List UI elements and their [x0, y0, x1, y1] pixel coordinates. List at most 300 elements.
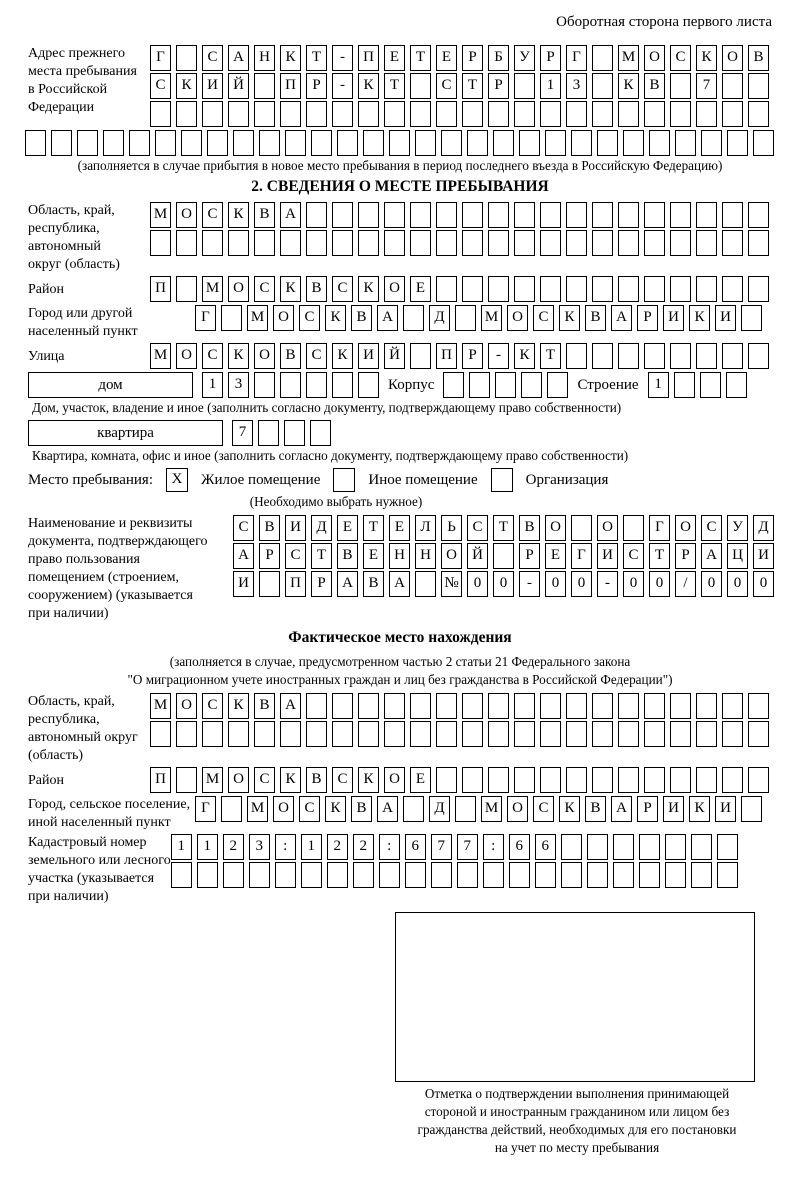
- char-box[interactable]: [410, 343, 431, 369]
- char-box[interactable]: М: [202, 767, 223, 793]
- char-box[interactable]: :: [483, 834, 504, 860]
- char-box[interactable]: 6: [405, 834, 426, 860]
- char-box[interactable]: [488, 230, 509, 256]
- char-box[interactable]: [259, 571, 280, 597]
- char-box[interactable]: [462, 693, 483, 719]
- char-box[interactable]: М: [150, 693, 171, 719]
- char-box[interactable]: М: [150, 343, 171, 369]
- char-box[interactable]: [696, 230, 717, 256]
- char-box[interactable]: 6: [509, 834, 530, 860]
- char-box[interactable]: С: [150, 73, 171, 99]
- char-box[interactable]: [696, 343, 717, 369]
- char-box[interactable]: [592, 230, 613, 256]
- char-box[interactable]: [443, 372, 464, 398]
- char-box[interactable]: [254, 73, 275, 99]
- char-box[interactable]: К: [228, 202, 249, 228]
- char-box[interactable]: [436, 721, 457, 747]
- char-box[interactable]: [696, 276, 717, 302]
- char-box[interactable]: В: [254, 693, 275, 719]
- char-box[interactable]: Г: [195, 796, 216, 822]
- char-box[interactable]: Н: [254, 45, 275, 71]
- char-box[interactable]: [726, 372, 747, 398]
- char-box[interactable]: [566, 767, 587, 793]
- char-box[interactable]: И: [663, 305, 684, 331]
- char-box[interactable]: М: [481, 796, 502, 822]
- char-box[interactable]: [674, 372, 695, 398]
- char-box[interactable]: В: [254, 202, 275, 228]
- char-box[interactable]: [488, 202, 509, 228]
- char-box[interactable]: [566, 721, 587, 747]
- char-box[interactable]: [644, 721, 665, 747]
- char-box[interactable]: Д: [429, 305, 450, 331]
- char-box[interactable]: А: [280, 693, 301, 719]
- char-box[interactable]: Н: [415, 543, 436, 569]
- char-box[interactable]: [384, 230, 405, 256]
- char-box[interactable]: Р: [637, 305, 658, 331]
- char-box[interactable]: 2: [327, 834, 348, 860]
- char-box[interactable]: В: [585, 305, 606, 331]
- char-box[interactable]: [171, 862, 192, 888]
- char-box[interactable]: [644, 343, 665, 369]
- char-box[interactable]: В: [644, 73, 665, 99]
- char-box[interactable]: В: [306, 276, 327, 302]
- char-box[interactable]: М: [202, 276, 223, 302]
- char-box[interactable]: [644, 276, 665, 302]
- char-box[interactable]: [410, 230, 431, 256]
- char-box[interactable]: О: [722, 45, 743, 71]
- char-box[interactable]: [566, 343, 587, 369]
- char-box[interactable]: [493, 543, 514, 569]
- char-box[interactable]: С: [332, 767, 353, 793]
- char-box[interactable]: [514, 693, 535, 719]
- char-box[interactable]: К: [559, 796, 580, 822]
- char-box[interactable]: Р: [540, 45, 561, 71]
- char-box[interactable]: М: [481, 305, 502, 331]
- char-box[interactable]: [722, 73, 743, 99]
- char-box[interactable]: [722, 343, 743, 369]
- char-box[interactable]: [696, 721, 717, 747]
- char-box[interactable]: [722, 767, 743, 793]
- char-box[interactable]: С: [299, 796, 320, 822]
- char-box[interactable]: [592, 45, 613, 71]
- char-box[interactable]: [254, 101, 275, 127]
- char-box[interactable]: В: [280, 343, 301, 369]
- char-box[interactable]: [176, 767, 197, 793]
- char-box[interactable]: Е: [363, 543, 384, 569]
- char-box[interactable]: [665, 862, 686, 888]
- char-box[interactable]: И: [715, 796, 736, 822]
- char-box[interactable]: У: [514, 45, 535, 71]
- char-box[interactable]: [332, 721, 353, 747]
- char-box[interactable]: [431, 862, 452, 888]
- apartment-type-box[interactable]: [28, 420, 223, 446]
- char-box[interactable]: Е: [384, 45, 405, 71]
- char-box[interactable]: О: [228, 276, 249, 302]
- char-box[interactable]: [403, 796, 424, 822]
- char-box[interactable]: [306, 693, 327, 719]
- char-box[interactable]: О: [254, 343, 275, 369]
- char-box[interactable]: А: [701, 543, 722, 569]
- char-box[interactable]: [545, 130, 566, 156]
- char-box[interactable]: 2: [353, 834, 374, 860]
- char-box[interactable]: [441, 130, 462, 156]
- char-box[interactable]: Р: [259, 543, 280, 569]
- char-box[interactable]: Г: [571, 543, 592, 569]
- char-box[interactable]: [280, 721, 301, 747]
- char-box[interactable]: [221, 796, 242, 822]
- char-box[interactable]: [207, 130, 228, 156]
- char-box[interactable]: Р: [488, 73, 509, 99]
- char-box[interactable]: С: [533, 796, 554, 822]
- char-box[interactable]: [521, 372, 542, 398]
- char-box[interactable]: П: [358, 45, 379, 71]
- char-box[interactable]: И: [202, 73, 223, 99]
- char-box[interactable]: [691, 862, 712, 888]
- char-box[interactable]: [258, 420, 279, 446]
- char-box[interactable]: [696, 202, 717, 228]
- char-box[interactable]: [415, 130, 436, 156]
- char-box[interactable]: [741, 305, 762, 331]
- char-box[interactable]: [221, 305, 242, 331]
- char-box[interactable]: [332, 693, 353, 719]
- char-box[interactable]: [311, 130, 332, 156]
- char-box[interactable]: [306, 230, 327, 256]
- char-box[interactable]: [592, 343, 613, 369]
- char-box[interactable]: [405, 862, 426, 888]
- char-box[interactable]: [358, 693, 379, 719]
- char-box[interactable]: Е: [410, 276, 431, 302]
- char-box[interactable]: К: [228, 343, 249, 369]
- char-box[interactable]: [592, 73, 613, 99]
- char-box[interactable]: [670, 721, 691, 747]
- char-box[interactable]: [155, 130, 176, 156]
- char-box[interactable]: Р: [675, 543, 696, 569]
- char-box[interactable]: О: [228, 767, 249, 793]
- char-box[interactable]: [670, 73, 691, 99]
- char-box[interactable]: [644, 693, 665, 719]
- char-box[interactable]: [748, 101, 769, 127]
- char-box[interactable]: Е: [545, 543, 566, 569]
- char-box[interactable]: А: [228, 45, 249, 71]
- char-box[interactable]: [540, 202, 561, 228]
- char-box[interactable]: К: [358, 276, 379, 302]
- char-box[interactable]: [436, 767, 457, 793]
- char-box[interactable]: [700, 372, 721, 398]
- char-box[interactable]: [280, 372, 301, 398]
- char-box[interactable]: [280, 230, 301, 256]
- char-box[interactable]: 3: [228, 372, 249, 398]
- char-box[interactable]: [493, 130, 514, 156]
- char-box[interactable]: М: [618, 45, 639, 71]
- char-box[interactable]: [540, 276, 561, 302]
- char-box[interactable]: О: [273, 796, 294, 822]
- char-box[interactable]: С: [254, 276, 275, 302]
- char-box[interactable]: [691, 834, 712, 860]
- char-box[interactable]: Д: [429, 796, 450, 822]
- char-box[interactable]: 0: [753, 571, 774, 597]
- char-box[interactable]: [587, 862, 608, 888]
- char-box[interactable]: 0: [701, 571, 722, 597]
- char-box[interactable]: В: [259, 515, 280, 541]
- char-box[interactable]: [741, 796, 762, 822]
- char-box[interactable]: [592, 276, 613, 302]
- char-box[interactable]: 0: [467, 571, 488, 597]
- char-box[interactable]: С: [467, 515, 488, 541]
- char-box[interactable]: Т: [311, 543, 332, 569]
- char-box[interactable]: [748, 73, 769, 99]
- char-box[interactable]: Н: [389, 543, 410, 569]
- char-box[interactable]: [337, 130, 358, 156]
- char-box[interactable]: Г: [150, 45, 171, 71]
- char-box[interactable]: О: [545, 515, 566, 541]
- residential-checkbox[interactable]: X: [166, 468, 188, 492]
- char-box[interactable]: [717, 834, 738, 860]
- char-box[interactable]: [722, 693, 743, 719]
- char-box[interactable]: [670, 101, 691, 127]
- char-box[interactable]: [717, 862, 738, 888]
- char-box[interactable]: К: [618, 73, 639, 99]
- char-box[interactable]: Й: [384, 343, 405, 369]
- char-box[interactable]: О: [176, 343, 197, 369]
- char-box[interactable]: 1: [171, 834, 192, 860]
- char-box[interactable]: [384, 721, 405, 747]
- char-box[interactable]: В: [306, 767, 327, 793]
- char-box[interactable]: Т: [462, 73, 483, 99]
- char-box[interactable]: [176, 276, 197, 302]
- char-box[interactable]: А: [377, 796, 398, 822]
- char-box[interactable]: [327, 862, 348, 888]
- char-box[interactable]: И: [285, 515, 306, 541]
- char-box[interactable]: [566, 230, 587, 256]
- char-box[interactable]: Е: [337, 515, 358, 541]
- char-box[interactable]: С: [332, 276, 353, 302]
- char-box[interactable]: О: [384, 767, 405, 793]
- char-box[interactable]: К: [559, 305, 580, 331]
- char-box[interactable]: К: [358, 73, 379, 99]
- char-box[interactable]: [722, 202, 743, 228]
- char-box[interactable]: 0: [727, 571, 748, 597]
- char-box[interactable]: С: [623, 543, 644, 569]
- char-box[interactable]: [514, 101, 535, 127]
- char-box[interactable]: Д: [753, 515, 774, 541]
- char-box[interactable]: К: [332, 343, 353, 369]
- char-box[interactable]: [540, 767, 561, 793]
- char-box[interactable]: [618, 230, 639, 256]
- char-box[interactable]: [462, 276, 483, 302]
- char-box[interactable]: 3: [566, 73, 587, 99]
- char-box[interactable]: К: [280, 767, 301, 793]
- char-box[interactable]: В: [351, 305, 372, 331]
- char-box[interactable]: Й: [467, 543, 488, 569]
- char-box[interactable]: К: [280, 45, 301, 71]
- char-box[interactable]: [670, 693, 691, 719]
- char-box[interactable]: [462, 202, 483, 228]
- char-box[interactable]: И: [358, 343, 379, 369]
- char-box[interactable]: 7: [696, 73, 717, 99]
- char-box[interactable]: С: [202, 343, 223, 369]
- char-box[interactable]: [129, 130, 150, 156]
- char-box[interactable]: К: [325, 796, 346, 822]
- char-box[interactable]: Т: [306, 45, 327, 71]
- char-box[interactable]: Й: [228, 73, 249, 99]
- char-box[interactable]: [514, 767, 535, 793]
- char-box[interactable]: [436, 101, 457, 127]
- char-box[interactable]: [233, 130, 254, 156]
- char-box[interactable]: [592, 202, 613, 228]
- char-box[interactable]: [649, 130, 670, 156]
- char-box[interactable]: [644, 230, 665, 256]
- char-box[interactable]: [618, 202, 639, 228]
- char-box[interactable]: [675, 130, 696, 156]
- char-box[interactable]: П: [285, 571, 306, 597]
- char-box[interactable]: [566, 101, 587, 127]
- char-box[interactable]: [670, 767, 691, 793]
- char-box[interactable]: С: [254, 767, 275, 793]
- char-box[interactable]: А: [377, 305, 398, 331]
- char-box[interactable]: [410, 202, 431, 228]
- char-box[interactable]: М: [247, 305, 268, 331]
- char-box[interactable]: [306, 101, 327, 127]
- char-box[interactable]: Г: [566, 45, 587, 71]
- char-box[interactable]: [509, 862, 530, 888]
- char-box[interactable]: [639, 834, 660, 860]
- char-box[interactable]: [561, 834, 582, 860]
- char-box[interactable]: [561, 862, 582, 888]
- char-box[interactable]: -: [332, 73, 353, 99]
- char-box[interactable]: /: [675, 571, 696, 597]
- char-box[interactable]: В: [351, 796, 372, 822]
- organization-checkbox[interactable]: [491, 468, 513, 492]
- char-box[interactable]: 0: [545, 571, 566, 597]
- char-box[interactable]: [613, 834, 634, 860]
- char-box[interactable]: Т: [363, 515, 384, 541]
- char-box[interactable]: [483, 862, 504, 888]
- char-box[interactable]: [547, 372, 568, 398]
- char-box[interactable]: [519, 130, 540, 156]
- char-box[interactable]: [455, 305, 476, 331]
- char-box[interactable]: [332, 202, 353, 228]
- char-box[interactable]: В: [585, 796, 606, 822]
- char-box[interactable]: [150, 230, 171, 256]
- char-box[interactable]: В: [337, 543, 358, 569]
- char-box[interactable]: С: [285, 543, 306, 569]
- char-box[interactable]: [249, 862, 270, 888]
- char-box[interactable]: Т: [540, 343, 561, 369]
- char-box[interactable]: [722, 230, 743, 256]
- char-box[interactable]: О: [597, 515, 618, 541]
- char-box[interactable]: М: [150, 202, 171, 228]
- char-box[interactable]: [727, 130, 748, 156]
- char-box[interactable]: [613, 862, 634, 888]
- char-box[interactable]: [379, 862, 400, 888]
- char-box[interactable]: К: [228, 693, 249, 719]
- char-box[interactable]: [592, 101, 613, 127]
- char-box[interactable]: 7: [457, 834, 478, 860]
- char-box[interactable]: [670, 230, 691, 256]
- char-box[interactable]: Т: [649, 543, 670, 569]
- char-box[interactable]: М: [247, 796, 268, 822]
- char-box[interactable]: 1: [202, 372, 223, 398]
- char-box[interactable]: [436, 230, 457, 256]
- char-box[interactable]: [410, 73, 431, 99]
- char-box[interactable]: [462, 767, 483, 793]
- char-box[interactable]: [103, 130, 124, 156]
- char-box[interactable]: Е: [410, 767, 431, 793]
- char-box[interactable]: [488, 276, 509, 302]
- char-box[interactable]: [587, 834, 608, 860]
- char-box[interactable]: С: [533, 305, 554, 331]
- char-box[interactable]: [306, 721, 327, 747]
- char-box[interactable]: [228, 721, 249, 747]
- char-box[interactable]: [540, 230, 561, 256]
- char-box[interactable]: О: [675, 515, 696, 541]
- char-box[interactable]: [722, 101, 743, 127]
- char-box[interactable]: [670, 343, 691, 369]
- char-box[interactable]: 7: [431, 834, 452, 860]
- char-box[interactable]: [748, 767, 769, 793]
- char-box[interactable]: [275, 862, 296, 888]
- char-box[interactable]: [284, 420, 305, 446]
- char-box[interactable]: С: [202, 693, 223, 719]
- char-box[interactable]: 2: [223, 834, 244, 860]
- char-box[interactable]: [436, 693, 457, 719]
- char-box[interactable]: [665, 834, 686, 860]
- char-box[interactable]: [254, 372, 275, 398]
- char-box[interactable]: 0: [571, 571, 592, 597]
- char-box[interactable]: С: [299, 305, 320, 331]
- char-box[interactable]: [306, 372, 327, 398]
- char-box[interactable]: [618, 276, 639, 302]
- char-box[interactable]: [259, 130, 280, 156]
- char-box[interactable]: [644, 767, 665, 793]
- char-box[interactable]: Е: [436, 45, 457, 71]
- house-type-box[interactable]: [28, 372, 193, 398]
- char-box[interactable]: [488, 101, 509, 127]
- char-box[interactable]: [254, 721, 275, 747]
- char-box[interactable]: [310, 420, 331, 446]
- char-box[interactable]: [306, 202, 327, 228]
- char-box[interactable]: [488, 767, 509, 793]
- char-box[interactable]: [618, 343, 639, 369]
- char-box[interactable]: [462, 721, 483, 747]
- char-box[interactable]: [618, 693, 639, 719]
- char-box[interactable]: В: [363, 571, 384, 597]
- char-box[interactable]: [176, 230, 197, 256]
- char-box[interactable]: [358, 721, 379, 747]
- char-box[interactable]: [592, 693, 613, 719]
- char-box[interactable]: [514, 721, 535, 747]
- char-box[interactable]: [566, 693, 587, 719]
- char-box[interactable]: №: [441, 571, 462, 597]
- char-box[interactable]: К: [689, 305, 710, 331]
- char-box[interactable]: [592, 767, 613, 793]
- char-box[interactable]: [514, 230, 535, 256]
- char-box[interactable]: [228, 230, 249, 256]
- char-box[interactable]: [202, 721, 223, 747]
- char-box[interactable]: [410, 101, 431, 127]
- char-box[interactable]: [514, 276, 535, 302]
- char-box[interactable]: [696, 767, 717, 793]
- char-box[interactable]: О: [507, 305, 528, 331]
- char-box[interactable]: Г: [195, 305, 216, 331]
- char-box[interactable]: [223, 862, 244, 888]
- char-box[interactable]: [540, 693, 561, 719]
- char-box[interactable]: :: [379, 834, 400, 860]
- char-box[interactable]: [228, 101, 249, 127]
- char-box[interactable]: [753, 130, 774, 156]
- char-box[interactable]: [358, 202, 379, 228]
- char-box[interactable]: [436, 276, 457, 302]
